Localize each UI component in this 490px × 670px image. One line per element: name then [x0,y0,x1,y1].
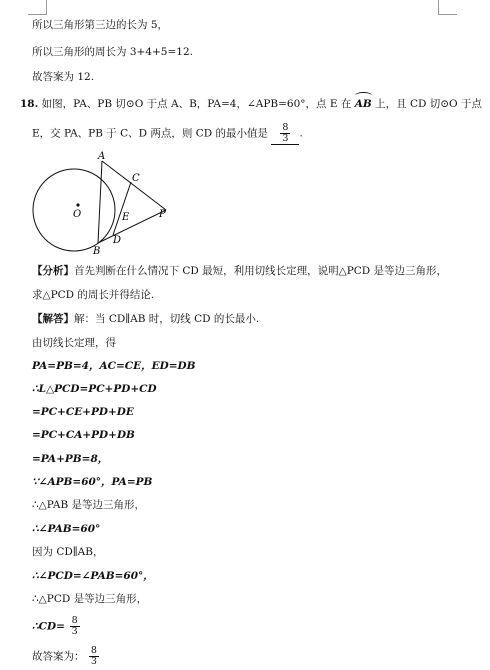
question-stem-b: 上，且 CD 切⊙O 于点 [375,98,482,110]
tangent-pb [98,210,166,243]
question-stem-c: E，交 PA、PB 于 C、D 两点，则 CD 的最小值是 [32,127,269,140]
cd-fraction: $\frac{8}{3}$ [71,615,78,637]
tangent-cd [113,182,131,235]
label-a: A [98,151,106,162]
analysis-tag: 【分析】 [32,265,74,277]
page-corner-mark-right [438,0,457,15]
solution-line-9: ∴△PAB 是等边三角形， [32,499,145,511]
label-b: B [93,246,101,257]
question-18-line-1 [20,97,482,111]
intro-line-3: 故答案为 12. [32,71,95,83]
question-stem-end: . [299,127,303,140]
arc-ab: AB [355,97,372,111]
arc-icon [355,92,372,99]
solution-line-8: ∵∠APB=60°，PA=PB [32,476,153,488]
solution-line-6: =PC+CA+PD+DB [32,429,135,441]
solution-line-11: 因为 CD∥AB， [32,546,104,558]
solution-line-10: ∴∠PAB=60° [32,523,101,535]
intro-line-2: 所以三角形的周长为 3+4+5=12. [32,46,193,58]
solution-tag: 【解答】 [32,313,74,325]
label-o: O [73,209,82,220]
solution-line-3: PA=PB=4，AC=CE，ED=DB [32,360,196,372]
label-c: C [132,173,140,184]
solution-line-4: ∴L△PCD=PC+PD+CD [32,383,157,395]
solution-line-1: 【解答】解：当 CD∥AB 时，切线 CD 的长最小. [32,313,260,325]
analysis-line-1: 【分析】首先判断在什么情况下 CD 最短，利用切线长定理，说明△PCD 是等边三角形， [32,265,448,277]
question-18-line-2 [32,123,303,145]
chord-ab [98,161,102,243]
solution-line-15: 故答案为： $\frac{8}{3}$ [32,645,97,667]
center-point [76,203,79,206]
solution-line-14: ∴CD= $\frac{8}{3}$ [32,615,78,637]
answer-fraction: $\frac{8}{3}$ [282,122,289,144]
solution-line-7: =PA+PB=8， [32,453,109,465]
geometry-figure [28,150,178,260]
label-d: D [113,235,122,246]
intro-line-1: 所以三角形第三边的长为 5， [32,19,169,31]
solution-line-2: 由切线长定理，得 [32,337,116,349]
solution-line-13: ∴△PCD 是等边三角形， [32,593,148,605]
final-answer-fraction: $\frac{8}{3}$ [90,645,97,667]
tangent-pa [102,161,166,210]
solution-line-12: ∴∠PCD=∠PAB=60°， [32,570,154,582]
label-e: E [122,212,130,223]
question-number: 18. [20,98,39,110]
question-stem-a: 如图，PA、PB 切⊙O 于点 A、B，PA=4，∠APB=60°，点 E 在 [41,98,352,110]
page-corner-mark-left [28,0,47,15]
solution-line-5: =PC+CE+PD+DE [32,406,134,418]
answer-blank [271,123,299,145]
analysis-line-2: 求△PCD 的周长并得结论. [32,289,155,301]
label-p: P [159,209,166,220]
